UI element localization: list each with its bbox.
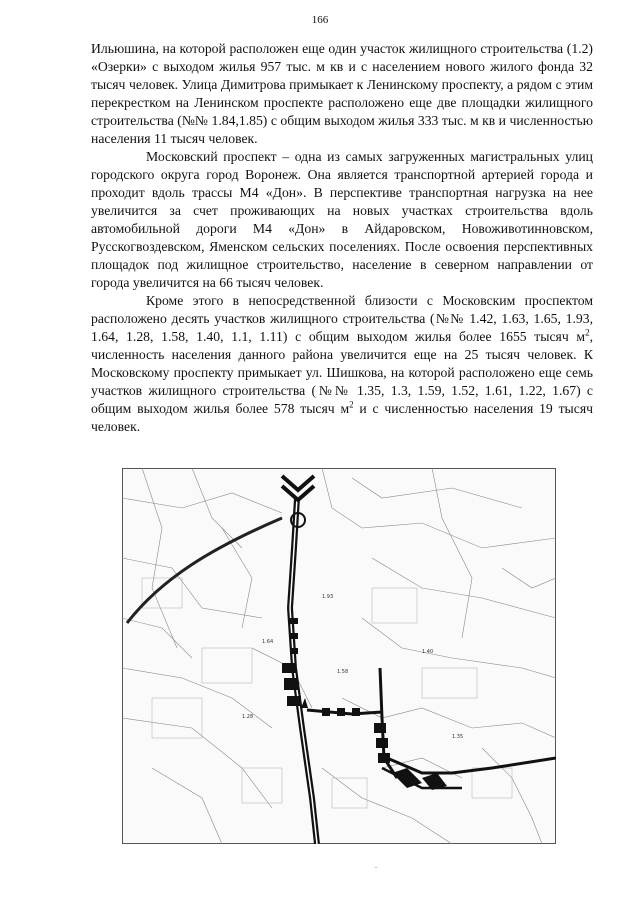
svg-text:1.35: 1.35 [452, 734, 464, 740]
svg-text:1.58: 1.58 [337, 669, 349, 675]
svg-text:1.40: 1.40 [422, 649, 434, 655]
paragraph-1: Ильюшина, на которой расположен еще один участок жилищного строительства (1.2) «Озерки» с выходом жилья 957 тыс. м кв и с населением нового жилого фонда 32 тысяч человек. Улица Димитрова примыкает к Ленинскому проспекту, а рядом с этим перекрестком на Ленинском проспекте расположено еще две площадки жилищного строительства (№№ 1.84,1.85) с общим выходом жилья 333 тыс. м кв и численностью населения 11 тысяч человек. [91, 41, 593, 146]
svg-text:1.64: 1.64 [262, 639, 274, 645]
road-map-figure [122, 468, 556, 844]
paragraph-3: Кроме этого в непосредственной близости с Московским проспектом расположено десять участков жилищного строительства (№№ 1.42, 1.63, 1.65, 1.93, 1.64, 1.28, 1.58, 1.40, 1.1, 1.11) с общим выходом жилья более 1655 тысяч $м^2$, численность населения данного района увеличится еще на 25 тысяч человек. К Московскому проспекту примыкает ул. Шишкова, на которой расположено еще семь участков жилищного строительства (№№ 1.35, 1.3, 1.59, 1.52, 1.61, 1.22, 1.67) с общим выходом жилья более 578 тысяч $м^2$ и с численностью населения 19 тысяч человек. [91, 293, 593, 434]
page-number: 166 [311, 14, 329, 26]
svg-text:1.28: 1.28 [242, 714, 254, 720]
svg-text:1.93: 1.93 [322, 594, 334, 600]
body-text [91, 40, 593, 436]
paragraph-2: Московский проспект – одна из самых загруженных магистральных улиц городского округа город Воронеж. Она является транспортной артерией города и проходит вдоль трассы М4 «Дон». В перспективе транспортная нагрузка на нее увеличится за счет проживающих на новых участках строительства вдоль автомобильной дороги М4 «Дон» в Айдаровском, Новоживотинновском, Русскогвоздевском, Яменском сельских поселениях. После освоения перспективных площадок под жилищное строительство, население в северном направлении от города увеличится на 66 тысяч человек. [91, 149, 593, 290]
footer-mark: . [375, 861, 377, 870]
